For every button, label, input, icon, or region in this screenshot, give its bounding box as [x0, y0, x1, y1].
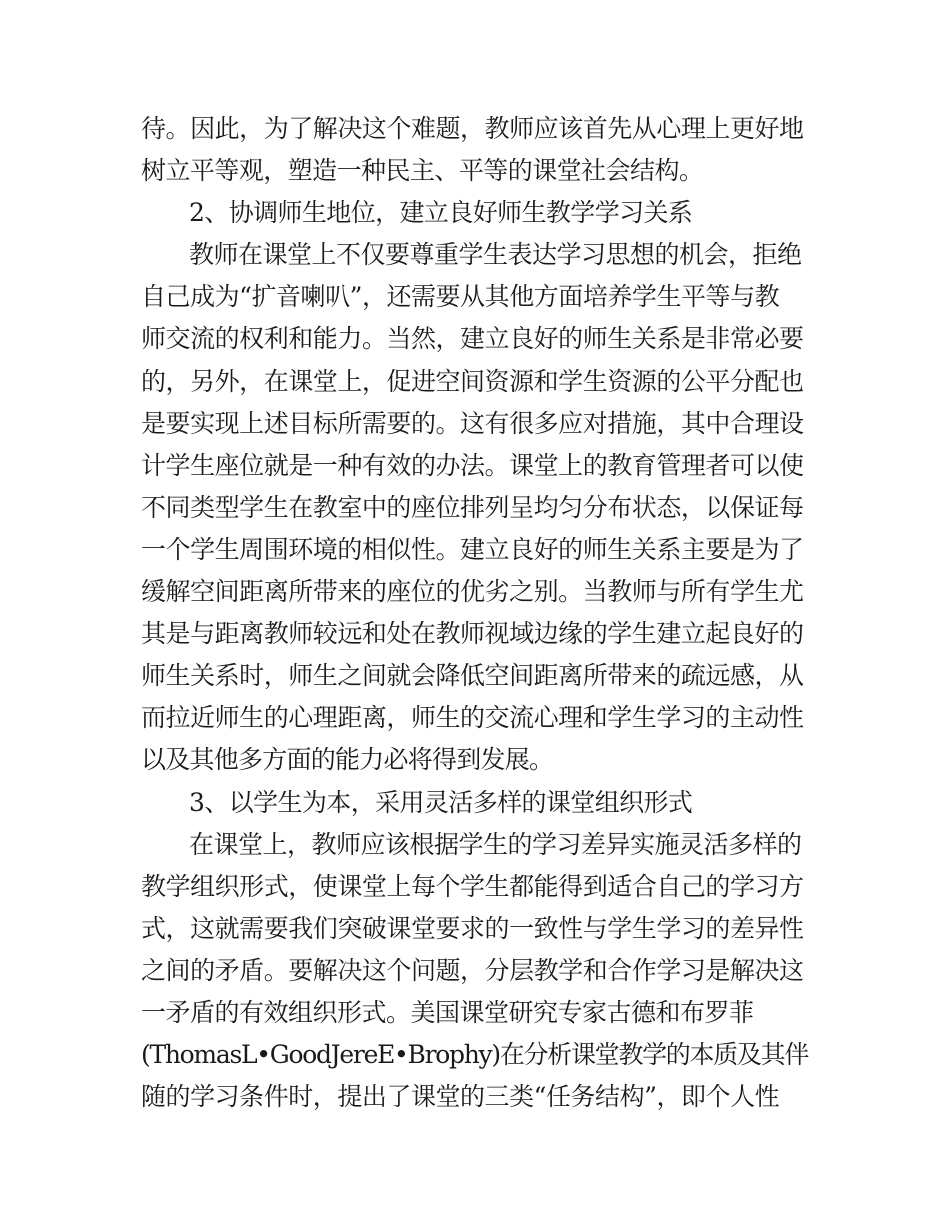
- text-line: 自己成为“扩音喇叭”，还需要从其他方面培养学生平等与教: [141, 282, 780, 312]
- text-line: 师生关系时，师生之间就会降低空间距离所带来的疏远感，从: [141, 661, 804, 691]
- text-line: (ThomasL•GoodJereE•Brophy)在分析课堂教学的本质及其伴: [141, 1040, 809, 1070]
- text-line: 随的学习条件时，提出了课堂的三类“任务结构”，即个人性: [141, 1082, 780, 1112]
- text-line: 缓解空间距离所带来的座位的优劣之别。当教师与所有学生尤: [141, 577, 804, 607]
- text-line: 不同类型学生在教室中的座位排列呈均匀分布状态，以保证每: [141, 492, 804, 522]
- text-line: 计学生座位就是一种有效的办法。课堂上的教育管理者可以使: [141, 450, 804, 480]
- body-text: [141, 108, 821, 1118]
- text-line: 以及其他多方面的能力必将得到发展。: [141, 745, 554, 775]
- text-line: 2、协调师生地位，建立良好师生教学学习关系: [189, 198, 693, 228]
- text-line: 树立平等观，塑造一种民主、平等的课堂社会结构。: [141, 156, 704, 186]
- text-line: 一矛盾的有效组织形式。美国课堂研究专家古德和布罗菲: [141, 997, 754, 1027]
- text-line: 其是与距离教师较远和处在教师视域边缘的学生建立起良好的: [141, 619, 804, 649]
- text-line: 师交流的权利和能力。当然，建立良好的师生关系是非常必要: [141, 324, 804, 354]
- text-line: 3、以学生为本，采用灵活多样的课堂组织形式: [189, 787, 693, 817]
- text-line: 而拉近师生的心理距离，师生的交流心理和学生学习的主动性: [141, 703, 804, 733]
- text-line: 在课堂上，教师应该根据学生的学习差异实施灵活多样的: [189, 829, 802, 859]
- text-line: 一个学生周围环境的相似性。建立良好的师生关系主要是为了: [141, 534, 804, 564]
- text-line: 的，另外，在课堂上，促进空间资源和学生资源的公平分配也: [141, 366, 804, 396]
- text-line: 待。因此，为了解决这个难题，教师应该首先从心理上更好地: [141, 114, 804, 143]
- text-line: 式，这就需要我们突破课堂要求的一致性与学生学习的差异性: [141, 913, 804, 943]
- text-line: 教学组织形式，使课堂上每个学生都能得到适合自己的学习方: [141, 871, 804, 901]
- text-line: 之间的矛盾。要解决这个问题，分层教学和合作学习是解决这: [141, 955, 804, 985]
- text-line: 教师在课堂上不仅要尊重学生表达学习思想的机会，拒绝: [189, 240, 802, 270]
- text-line: 是要实现上述目标所需要的。这有很多应对措施，其中合理设: [141, 408, 804, 438]
